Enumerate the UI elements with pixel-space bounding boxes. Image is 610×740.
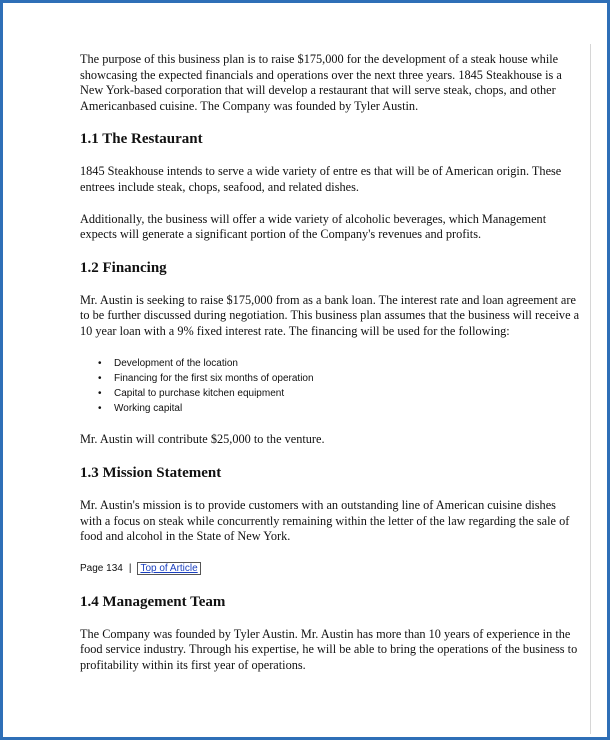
management-paragraph: The Company was founded by Tyler Austin. Mr. Austin has more than 10 years of experience in the food service industry. Through his expertise, he will be able to bring the operations of the business to profitability within its first year of operations. bbox=[80, 626, 578, 672]
list-item: • Working capital bbox=[98, 401, 580, 416]
financing-paragraph-2: Mr. Austin will contribute $25,000 to the venture. bbox=[80, 432, 325, 447]
page-number: Page 134 bbox=[80, 562, 123, 574]
list-item: • Financing for the first six months of operation bbox=[98, 371, 580, 386]
section-heading-mission: 1.3 Mission Statement bbox=[80, 464, 222, 481]
restaurant-paragraph-1: 1845 Steakhouse intends to serve a wide variety of entre es that will be of American origin. These entrees include steak, chops, seafood, and related dishes. bbox=[80, 164, 562, 194]
list-item: • Capital to purchase kitchen equipment bbox=[98, 386, 580, 401]
section-heading-financing: 1.2 Financing bbox=[80, 259, 167, 276]
page-footer bbox=[80, 561, 580, 577]
list-item: • Development of the location bbox=[98, 356, 580, 371]
footer-separator: | bbox=[128, 562, 132, 574]
intro-paragraph: The purpose of this business plan is to raise $175,000 for the development of a steak house while showcasing the expected financials and operations over the next three years. 1845 Steakhouse is a New York-based corporation that will develop a restaurant that will serve steak, chops, and other Americanbased cuisine. The Company was founded by Tyler Austin. bbox=[80, 52, 562, 113]
section-heading-management: 1.4 Management Team bbox=[80, 593, 226, 610]
top-of-article-link[interactable]: Top of Article bbox=[137, 562, 200, 575]
mission-paragraph: Mr. Austin's mission is to provide customers with an outstanding line of American cuisine dishes with a focus on steak while concurrently remaining within the letter of the law regarding the sale of food and alcohol in the State of New York. bbox=[80, 497, 570, 544]
document-page bbox=[80, 52, 580, 674]
financing-paragraph-1: Mr. Austin is seeking to raise $175,000 from as a bank loan. The interest rate and loan agreement are to be further discussed during negotiation. This business plan assumes that the business will receive a 10 year loan with a 9% fixed interest rate. The financing will be used for the following: bbox=[80, 292, 580, 338]
restaurant-paragraph-2: Additionally, the business will offer a wide variety of alcoholic beverages, which Management expects will generate a significant portion of the Company's revenues and profits. bbox=[80, 211, 547, 242]
section-heading-restaurant: 1.1 The Restaurant bbox=[80, 131, 203, 148]
financing-bullet-list bbox=[80, 356, 580, 417]
page-edge-divider bbox=[590, 44, 591, 734]
